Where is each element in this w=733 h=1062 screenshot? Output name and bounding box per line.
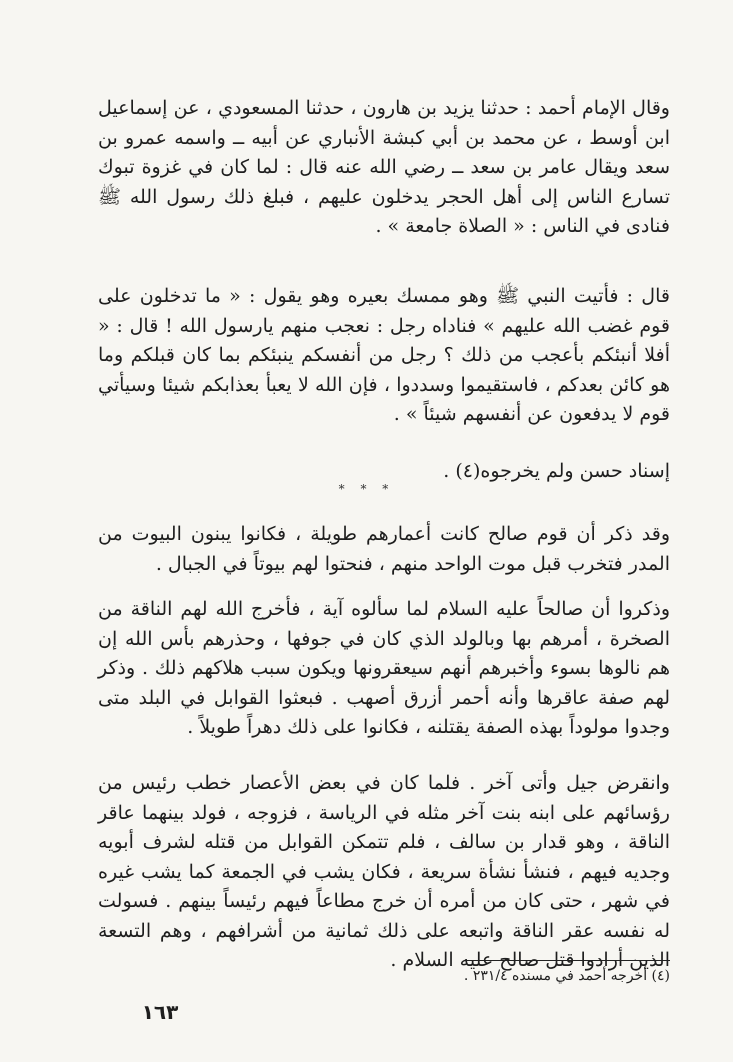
isnad-grading: إسناد حسن ولم يخرجوه(٤) . xyxy=(443,460,670,482)
footnote-divider xyxy=(466,960,670,961)
paragraph-qudar-story: وانقرض جيل وأتى آخر . فلما كان في بعض الأعصار خطب رئيس من رؤسائهم على ابنه بنت آخر مثله في الرياسة ، فزوجه ، فولد بينهما عاقر الناقة ، وهو قدار بن سالف ، فلم تتمكن القوابل من قتله لشرف أبويه وجديه فيهم ، فنشأ نشأة سريعة ، فكان يشب في الجمعة كما يشب غيره في شهر ، حتى كان من أمره أن خرج مطاعاً فيهم رئيساً بينهم . فسولت له نفسه عقر الناقة واتبعه على ذلك ثمانية من أشرافهم ، وهم التسعة الذين أرادوا قتل صالح عليه السلام . xyxy=(98,772,670,971)
page-number: ١٦٣ xyxy=(141,1000,179,1024)
paragraph-long-lives: وقد ذكر أن قوم صالح كانت أعمارهم طويلة ، فكانوا يبنون البيوت من المدر فتخرب قبل موت الواحد منهم ، فنحتوا لهم بيوتاً في الجبال . xyxy=(98,523,670,575)
paragraph-hadith-tabuk: وقال الإمام أحمد : حدثنا يزيد بن هارون ، حدثنا المسعودي ، عن إسماعيل ابن أوسط ، عن محمد بن أبي كبشة الأنباري عن أبيه ــ واسمه عمرو بن سعد ويقال عامر بن سعد ــ رضي الله عنه قال : لما كان في غزوة تبوك تسارع الناس إلى أهل الحجر يدخلون عليهم ، فبلغ ذلك رسول الله ﷺ فنادى في الناس : « الصلاة جامعة » . xyxy=(98,97,670,237)
paragraph-prophet-saying: قال : فأتيت النبي ﷺ وهو ممسك بعيره وهو يقول : « ما تدخلون على قوم غضب الله عليهم » فناداه رجل : نعجب منهم يارسول الله ! قال : « أفلا أنبئكم بأعجب من ذلك ؟ رجل من أنفسكم ينبئكم بما كان قبلكم وما هو كائن بعدكم ، فاستقيموا وسددوا ، فإن الله لا يعبأ بعذابكم شيئا وسيأتي قوم لا يدفعون عن أنفسهم شيئاً » . xyxy=(98,285,670,425)
footnote: (٤) أخرجه أحمد في مسنده ٢٣١/٤ . xyxy=(463,968,670,984)
section-separator: * * * xyxy=(338,482,395,496)
paragraph-she-camel-sign: وذكروا أن صالحاً عليه السلام لما سألوه آية ، فأخرج الله لهم الناقة من الصخرة ، أمرهم بها وبالولد الذي كان في جوفها ، وحذرهم بأس الله إن هم نالوها بسوء وأخبرهم أنهم سيعقرونها ويكون سبب هلاكهم ذلك . وذكر لهم صفة عاقرها وأنه أحمر أزرق أصهب . فبعثوا القوابل في البلد متى وجدوا مولوداً بهذه الصفة يقتلنه ، فكانوا على ذلك دهراً طويلاً . xyxy=(98,598,670,738)
